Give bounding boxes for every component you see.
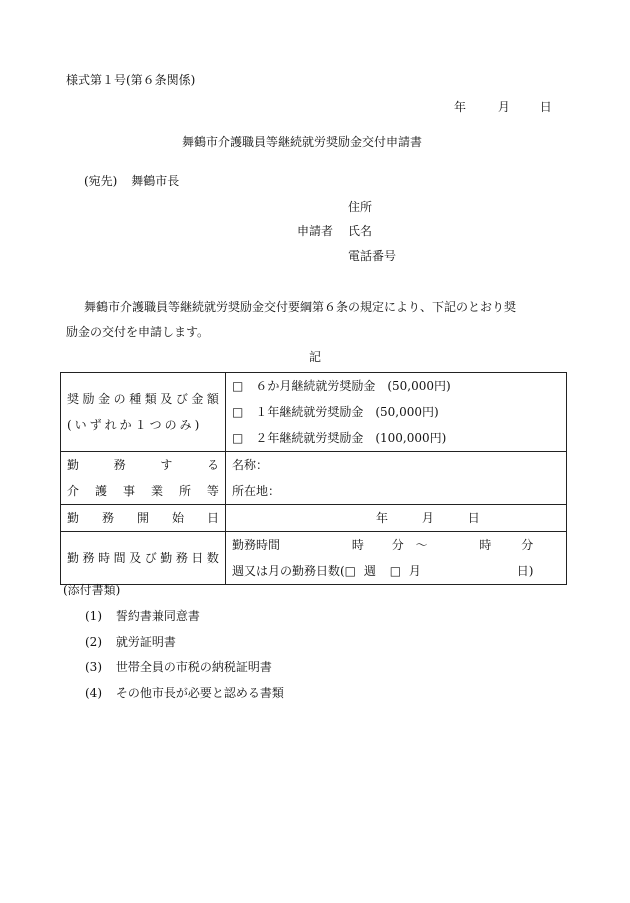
ki-label: 記 <box>309 350 322 364</box>
award-type-options-cell <box>226 373 567 452</box>
working-days-week: 週 <box>363 564 376 578</box>
start-date-label-cell <box>61 505 226 532</box>
attachment-text: 誓約書兼同意書 <box>115 609 200 623</box>
date-day-label: 日 <box>539 100 552 114</box>
date-month-label: 月 <box>497 100 510 114</box>
form-number: 様式第１号(第６条関係) <box>66 73 196 87</box>
start-hour-label: 時 <box>351 538 364 552</box>
working-days-line[interactable] <box>232 558 560 584</box>
start-date-day: 日 <box>467 511 480 525</box>
award-type-note: (いずれか１つのみ) <box>67 418 203 432</box>
working-days-month-checkbox[interactable]: □ <box>389 564 402 578</box>
applicant-name-label: 氏名 <box>348 224 373 238</box>
start-minute-label: 分 <box>391 538 404 552</box>
workplace-name-label[interactable]: 名称： <box>232 458 269 472</box>
working-days-month: 月 <box>408 564 421 578</box>
table-row-award-type <box>61 373 567 452</box>
workplace-fields-cell <box>226 452 567 505</box>
start-date-month: 月 <box>421 511 434 525</box>
attachment-text: 世帯全員の市税の納税証明書 <box>115 660 272 674</box>
working-hours-line[interactable] <box>232 532 560 558</box>
working-days-end: 日) <box>516 564 534 578</box>
range-tilde: ～ <box>415 538 428 552</box>
start-date-label: 勤 務 開 始 日 <box>67 511 219 525</box>
start-date-year: 年 <box>376 511 389 525</box>
applicant-label: 申請者 <box>297 224 334 238</box>
body-text-line1: 舞鶴市介護職員等継続就労奨励金交付要綱第６条の規定により、下記のとおり奨 <box>84 300 517 314</box>
workplace-label-line1: 勤 務 す る <box>67 458 219 472</box>
option-1-year[interactable]: □ １年継続就労奨励金 (50,000円) <box>232 405 439 419</box>
workplace-label-line2: 介 護 事 業 所 等 <box>67 484 219 498</box>
document-title: 舞鶴市介護職員等継続就労奨励金交付申請書 <box>182 135 423 149</box>
end-minute-label: 分 <box>521 538 534 552</box>
hours-label-cell <box>61 532 226 585</box>
option-2-year[interactable]: □ ２年継続就労奨励金 (100,000円) <box>232 431 447 445</box>
attachment-text: 就労証明書 <box>115 635 176 649</box>
table-row-start-date <box>61 505 567 532</box>
addressee-label: (宛先) <box>84 174 118 188</box>
hours-label: 勤 務 時 間 及 び 勤 務 日 数 <box>67 551 219 565</box>
addressee-name: 舞鶴市長 <box>131 174 180 188</box>
attachment-item <box>85 659 272 675</box>
date-line <box>454 99 552 115</box>
table-row-hours <box>61 532 567 585</box>
award-type-label-cell <box>61 373 226 452</box>
table-row-workplace <box>61 452 567 505</box>
option-6-month[interactable]: □ ６か月継続就労奨励金 (50,000円) <box>232 379 451 393</box>
attachment-item <box>85 685 284 701</box>
attachment-text: その他市長が必要と認める書類 <box>115 686 284 700</box>
attachment-item <box>85 634 176 650</box>
attachment-num: (3) <box>85 660 102 674</box>
application-table <box>60 372 567 585</box>
addressee <box>84 173 179 189</box>
attachment-item <box>85 608 200 624</box>
working-hours-label: 勤務時間 <box>232 538 281 552</box>
date-year-label: 年 <box>454 100 467 114</box>
attachment-num: (4) <box>85 686 102 700</box>
attachment-num: (2) <box>85 635 102 649</box>
end-hour-label: 時 <box>479 538 492 552</box>
working-days-label: 週又は月の勤務日数(□ <box>232 564 357 578</box>
attachments-heading: (添付書類) <box>63 583 121 597</box>
applicant-phone-label: 電話番号 <box>348 249 397 263</box>
award-type-label: 奨 励 金 の 種 類 及 び 金 額 <box>67 392 219 406</box>
applicant-address-label: 住所 <box>348 200 373 214</box>
attachment-num: (1) <box>85 609 102 623</box>
body-text-line2: 励金の交付を申請します。 <box>66 325 210 339</box>
hours-fields-cell <box>226 532 567 585</box>
workplace-label-cell <box>61 452 226 505</box>
workplace-location-label[interactable]: 所在地： <box>232 484 281 498</box>
start-date-field-cell[interactable] <box>226 505 567 532</box>
